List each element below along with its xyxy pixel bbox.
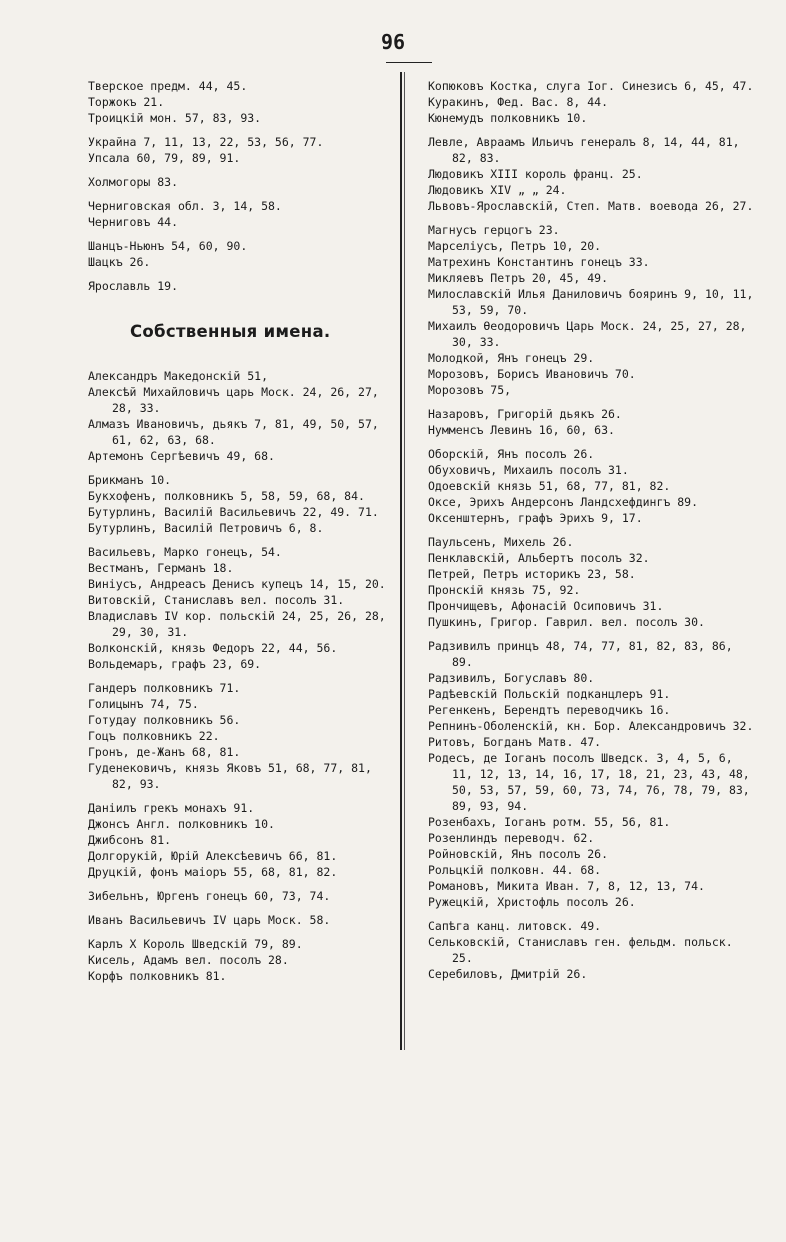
group-gap	[428, 126, 758, 134]
index-entry: Бутурлинъ, Василій Васильевичъ 22, 49. 71.	[88, 505, 379, 519]
index-entry: Вестманъ, Германъ 18.	[88, 561, 234, 575]
group-gap	[428, 438, 758, 446]
index-entry: Зибельнъ, Юргенъ гонецъ 60, 73, 74.	[88, 889, 331, 903]
names-index-left	[88, 368, 388, 984]
group-gap	[88, 190, 388, 198]
index-entry: Тверское предм. 44, 45.	[88, 79, 248, 93]
index-entry: Рольцкій полковн. 44. 68.	[428, 863, 602, 877]
places-index	[88, 78, 388, 294]
index-entry: Кюнемудъ полковникъ 10.	[428, 111, 588, 125]
group-gap	[88, 904, 388, 912]
index-entry: Украйна 7, 11, 13, 22, 53, 56, 77.	[88, 135, 324, 149]
index-entry: Копюковъ Костка, слуга Іог. Синезисъ 6, 45, 47.	[428, 79, 754, 93]
index-entry: Розенбахъ, Іоганъ ротм. 55, 56, 81.	[428, 815, 671, 829]
index-entry: Ружецкій, Христофль посолъ 26.	[428, 895, 636, 909]
group-gap	[88, 230, 388, 238]
index-entry: Пушкинъ, Григор. Гаврил. вел. посолъ 30.	[428, 615, 705, 629]
group-gap	[88, 792, 388, 800]
index-entry: Вольдемаръ, графъ 23, 69.	[88, 657, 262, 671]
group-gap	[88, 536, 388, 544]
index-entry: Гуденековичъ, князь Яковъ 51, 68, 77, 81, 82, 93.	[88, 761, 372, 791]
index-entry: Артемонъ Сергѣевичъ 49, 68.	[88, 449, 275, 463]
index-entry: Левле, Авраамъ Ильичъ генералъ 8, 14, 44, 81, 82, 83.	[428, 135, 740, 165]
index-entry: Оксенштернъ, графъ Эрихъ 9, 17.	[428, 511, 643, 525]
index-entry: Джибсонъ 81.	[88, 833, 172, 847]
group-gap	[88, 270, 388, 278]
index-entry: Готудау полковникъ 56.	[88, 713, 241, 727]
index-entry: Радѣевскій Польскій подканцлеръ 91.	[428, 687, 671, 701]
index-entry: Гронъ, де-Жанъ 68, 81.	[88, 745, 241, 759]
index-entry: Шацкъ 26.	[88, 255, 151, 269]
index-entry: Оборскій, Янъ посолъ 26.	[428, 447, 595, 461]
index-entry: Долгорукій, Юрій Алексѣевичъ 66, 81.	[88, 849, 338, 863]
group-gap	[88, 928, 388, 936]
index-entry: Владиславъ IV кор. польскій 24, 25, 26, 28, 29, 30, 31.	[88, 609, 386, 639]
column-divider	[400, 72, 405, 1050]
index-entry: Виніусъ, Андреасъ Денисъ купецъ 14, 15, 20.	[88, 577, 386, 591]
index-entry: Алексѣй Михайловичъ царь Моск. 24, 26, 27, 28, 33.	[88, 385, 379, 415]
group-gap	[88, 464, 388, 472]
index-entry: Брикманъ 10.	[88, 473, 172, 487]
index-entry: Милославскій Илья Даниловичъ бояринъ 9, 10, 11, 53, 59, 70.	[428, 287, 754, 317]
index-entry: Морозовъ 75,	[428, 383, 512, 397]
index-entry: Прончищевъ, Афонасій Осиповичъ 31.	[428, 599, 664, 613]
index-entry: Карлъ X Король Шведскій 79, 89.	[88, 937, 303, 951]
index-entry: Бутурлинъ, Василій Петровичъ 6, 8.	[88, 521, 324, 535]
group-gap	[88, 672, 388, 680]
index-entry: Витовскій, Станиславъ вел. посолъ 31.	[88, 593, 345, 607]
index-entry: Джонсъ Англ. полковникъ 10.	[88, 817, 275, 831]
index-entry: Куракинъ, Фед. Вас. 8, 44.	[428, 95, 609, 109]
right-column	[428, 78, 758, 982]
index-entry: Оксе, Эрихъ Андерсонъ Ландсхефдингъ 89.	[428, 495, 699, 509]
group-gap	[88, 126, 388, 134]
names-heading: Собственныя имена.	[130, 322, 331, 341]
index-entry: Морозовъ, Борисъ Ивановичъ 70.	[428, 367, 636, 381]
index-entry: Упсала 60, 79, 89, 91.	[88, 151, 241, 165]
index-entry: Ройновскій, Янъ посолъ 26.	[428, 847, 609, 861]
left-column	[88, 78, 388, 984]
index-entry: Волконскій, князь Федоръ 22, 44, 56.	[88, 641, 338, 655]
index-entry: Букхофенъ, полковникъ 5, 58, 59, 68, 84.	[88, 489, 365, 503]
group-gap	[428, 214, 758, 222]
index-entry: Александръ Македонскій 51,	[88, 369, 269, 383]
index-entry: Петрей, Петръ историкъ 23, 58.	[428, 567, 636, 581]
group-gap	[88, 880, 388, 888]
index-entry: Ярославль 19.	[88, 279, 179, 293]
index-entry: Пенклавскій, Альбертъ посолъ 32.	[428, 551, 650, 565]
index-entry: Васильевъ, Марко гонецъ, 54.	[88, 545, 282, 559]
index-entry: Родесъ, де Іоганъ посолъ Шведск. 3, 4, 5, 6, 11, 12, 13, 14, 16, 17, 18, 21, 23, 43, 48, 50, 53, 57, 59, 60, 73, 74, 76, 78, 79, 83, 89, 93, 94.	[428, 751, 750, 813]
index-entry: Людовикъ XIV „ „ 24.	[428, 183, 567, 197]
index-entry: Друцкій, фонъ маіоръ 55, 68, 81, 82.	[88, 865, 338, 879]
index-entry: Черниговъ 44.	[88, 215, 179, 229]
index-entry: Сапѣга канц. литовск. 49.	[428, 919, 602, 933]
index-entry: Магнусъ герцогъ 23.	[428, 223, 560, 237]
index-entry: Репнинъ-Оболенскій, кн. Бор. Александровичъ 32.	[428, 719, 754, 733]
index-entry: Регенкенъ, Берендтъ переводчикъ 16.	[428, 703, 671, 717]
index-entry: Молодкой, Янъ гонецъ 29.	[428, 351, 595, 365]
index-entry: Корфъ полковникъ 81.	[88, 969, 227, 983]
index-entry: Микляевъ Петръ 20, 45, 49.	[428, 271, 609, 285]
index-entry: Розенлиндъ переводч. 62.	[428, 831, 595, 845]
index-entry: Романовъ, Микита Иван. 7, 8, 12, 13, 74.	[428, 879, 705, 893]
index-entry: Паульсенъ, Михель 26.	[428, 535, 574, 549]
index-entry: Холмогоры 83.	[88, 175, 179, 189]
index-entry: Алмазъ Ивановичъ, дьякъ 7, 81, 49, 50, 57, 61, 62, 63, 68.	[88, 417, 379, 447]
group-gap	[428, 630, 758, 638]
group-gap	[428, 398, 758, 406]
index-entry: Назаровъ, Григорій дьякъ 26.	[428, 407, 622, 421]
index-entry: Даніилъ грекъ монахъ 91.	[88, 801, 255, 815]
index-entry: Львовъ-Ярославскій, Степ. Матв. воевода 26, 27.	[428, 199, 754, 213]
index-entry: Пронскій князь 75, 92.	[428, 583, 581, 597]
group-gap	[428, 910, 758, 918]
index-entry: Торжокъ 21.	[88, 95, 165, 109]
index-entry: Сельковскій, Станиславъ ген. фельдм. польск. 25.	[428, 935, 733, 965]
index-entry: Гоцъ полковникъ 22.	[88, 729, 220, 743]
index-entry: Марселіусъ, Петръ 10, 20.	[428, 239, 602, 253]
index-entry: Голицынъ 74, 75.	[88, 697, 199, 711]
index-entry: Людовикъ XIII король франц. 25.	[428, 167, 643, 181]
index-entry: Михаилъ Ѳеодоровичъ Царь Моск. 24, 25, 27, 28, 30, 33.	[428, 319, 747, 349]
index-entry: Троицкій мон. 57, 83, 93.	[88, 111, 262, 125]
index-entry: Кисель, Адамъ вел. посолъ 28.	[88, 953, 289, 967]
header-rule	[386, 62, 432, 63]
index-entry: Радзивилъ, Богуславъ 80.	[428, 671, 595, 685]
page-number: 96	[380, 30, 406, 54]
index-entry: Матрехинъ Константинъ гонецъ 33.	[428, 255, 650, 269]
index-entry: Ритовъ, Богданъ Матв. 47.	[428, 735, 602, 749]
index-entry: Иванъ Васильевичъ IV царь Моск. 58.	[88, 913, 331, 927]
index-entry: Гандеръ полковникъ 71.	[88, 681, 241, 695]
index-entry: Обуховичъ, Михаилъ посолъ 31.	[428, 463, 629, 477]
index-entry: Шанцъ-Ньюнъ 54, 60, 90.	[88, 239, 248, 253]
index-entry: Серебиловъ, Дмитрій 26.	[428, 967, 588, 981]
index-entry: Черниговская обл. 3, 14, 58.	[88, 199, 282, 213]
group-gap	[88, 166, 388, 174]
index-entry: Одоевскій князь 51, 68, 77, 81, 82.	[428, 479, 671, 493]
group-gap	[428, 526, 758, 534]
index-entry: Радзивилъ принцъ 48, 74, 77, 81, 82, 83, 86, 89.	[428, 639, 733, 669]
index-entry: Нумменсъ Левинъ 16, 60, 63.	[428, 423, 615, 437]
